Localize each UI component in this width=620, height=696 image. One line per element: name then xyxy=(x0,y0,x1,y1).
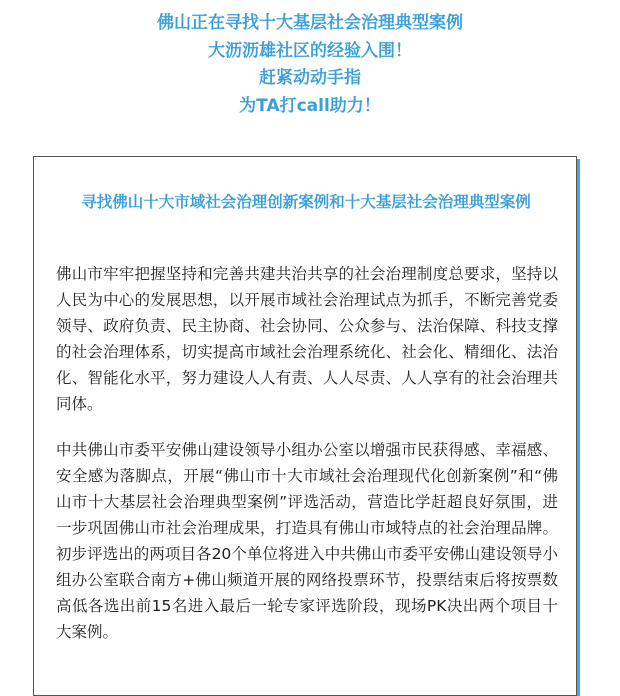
article-paragraph-1: 佛山市牢牢把握坚持和完善共建共治共享的社会治理制度总要求，坚持以人民为中心的发展思想，以开展市域社会治理试点为抓手，不断完善党委领导、政府负责、民主协商、社会协同、公众参与、法治保障、科技支撑的社会治理体系，切实提高市域社会治理系统化、社会化、精细化、法治化、智能化水平，努力建设人人有责、人人尽责、人人享有的社会治理共同体。 xyxy=(56,265,558,413)
article-card xyxy=(33,156,577,696)
article-title: 寻找佛山十大市域社会治理创新案例和十大基层社会治理典型案例 xyxy=(81,193,531,211)
headline-line-3: 赶紧动动手指 xyxy=(259,68,361,88)
headline xyxy=(0,10,620,120)
headline-line-2: 大沥沥雄社区的经验入围！ xyxy=(208,40,412,61)
headline-line-1: 佛山正在寻找十大基层社会治理典型案例 xyxy=(157,13,463,33)
headline-line-4: 为TA打call助力！ xyxy=(239,95,381,116)
article-paragraph-2: 中共佛山市委平安佛山建设领导小组办公室以增强市民获得感、幸福感、安全感为落脚点，开展“佛山市十大市域社会治理现代化创新案例”和“佛山市十大基层社会治理典型案例”评选活动，营造比学赶超良好氛围，进一步巩固佛山市社会治理成果，打造具有佛山市域特点的社会治理品牌。初步评选出的两项目各20个单位将进入中共佛山市委平安佛山建设领导小组办公室联合南方+佛山频道开展的网络投票环节，投票结束后将按票数高低各选出前15名进入最后一轮专家评选阶段，现场PK决出两个项目十大案例。 xyxy=(56,441,558,641)
